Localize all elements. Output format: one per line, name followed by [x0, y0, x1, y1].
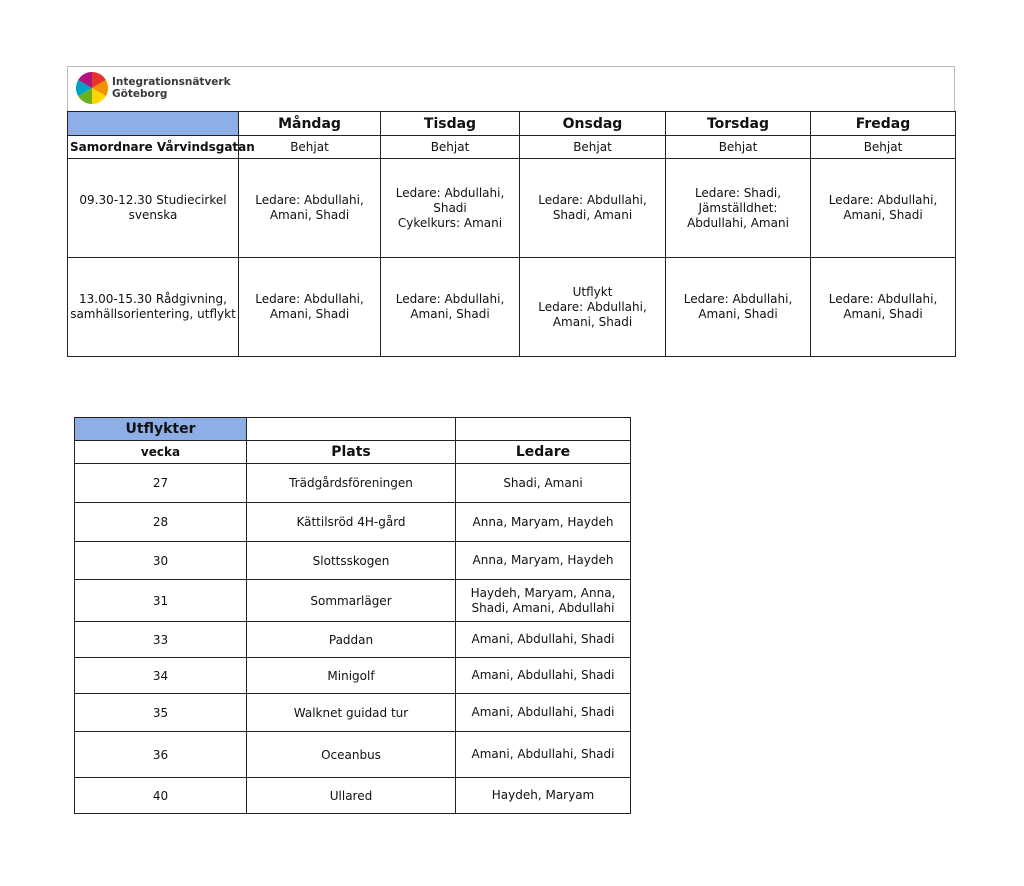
- text-line: Amani, Shadi: [410, 307, 490, 321]
- trip-leaders: [456, 778, 631, 814]
- empty-cell: [247, 418, 456, 441]
- trips-title: Utflykter: [75, 418, 247, 441]
- trip-place: Ullared: [247, 778, 456, 814]
- coordinator-row: [68, 136, 956, 159]
- schedule-header-row: [68, 112, 956, 136]
- study-circle-row: [68, 159, 956, 258]
- trip-leaders: [456, 580, 631, 622]
- schedule-cell: [811, 258, 956, 357]
- trip-place: Kättilsröd 4H-gård: [247, 503, 456, 542]
- text-line: Amani, Abdullahi, Shadi: [471, 705, 615, 719]
- text-line: Amani, Shadi: [269, 208, 350, 222]
- text-line: samhällsorientering, utflykt: [70, 307, 236, 321]
- row-label: [68, 159, 239, 258]
- trip-row: [75, 778, 631, 814]
- trip-week: 36: [75, 732, 247, 778]
- trip-row: [75, 464, 631, 503]
- text-line: Amani, Shadi: [843, 307, 923, 321]
- trip-week: 35: [75, 694, 247, 732]
- text-line: svenska: [128, 208, 178, 222]
- trip-row: [75, 694, 631, 732]
- text-line: Ledare: Abdullahi,: [395, 292, 505, 306]
- schedule-cell: [239, 159, 381, 258]
- trip-place: Sommarläger: [247, 580, 456, 622]
- trip-week: 34: [75, 658, 247, 694]
- text-line: Ledare: Abdullahi,: [255, 193, 364, 207]
- trip-week: 33: [75, 622, 247, 658]
- schedule-cell: Behjat: [811, 136, 956, 159]
- trip-place: Walknet guidad tur: [247, 694, 456, 732]
- trip-leaders: [456, 503, 631, 542]
- row-label: Samordnare Vårvindsgatan: [68, 136, 239, 159]
- place-column-header: Plats: [247, 441, 456, 464]
- logo-line1: Integrationsnätverk: [112, 76, 231, 88]
- text-line: Amani, Shadi: [843, 208, 923, 222]
- schedule-cell: [239, 258, 381, 357]
- text-line: Ledare: Abdullahi,: [255, 292, 364, 306]
- text-line: Amani, Shadi: [269, 307, 350, 321]
- trip-week: 28: [75, 503, 247, 542]
- trip-rows: [75, 464, 631, 814]
- schedule-cell: [520, 159, 666, 258]
- text-line: Anna, Maryam, Haydeh: [472, 553, 614, 567]
- text-line: Shadi: [433, 200, 467, 215]
- trip-week: 27: [75, 464, 247, 503]
- trip-row: [75, 542, 631, 580]
- schedule-cell: Behjat: [381, 136, 520, 159]
- trips-header-row: [75, 441, 631, 464]
- trip-week: 31: [75, 580, 247, 622]
- text-line: 13.00-15.30 Rådgivning,: [79, 292, 227, 306]
- text-line: Amani, Abdullahi, Shadi: [471, 632, 615, 646]
- trip-row: [75, 658, 631, 694]
- schedule-table: [67, 111, 956, 357]
- schedule-corner-cell: [68, 112, 239, 136]
- day-header: Onsdag: [520, 112, 666, 136]
- trip-leaders: [456, 464, 631, 503]
- text-line: Shadi, Amani: [552, 208, 633, 222]
- schedule-cell: [666, 159, 811, 258]
- schedule-cell: Behjat: [520, 136, 666, 159]
- trip-leaders: [456, 694, 631, 732]
- text-line: Ledare: Abdullahi,: [538, 299, 647, 314]
- trip-place: Trädgårdsföreningen: [247, 464, 456, 503]
- day-header: Torsdag: [666, 112, 811, 136]
- text-line: Anna, Maryam, Haydeh: [472, 514, 614, 529]
- logo-row: [67, 66, 955, 111]
- logo-line2: Göteborg: [112, 88, 168, 100]
- trip-leaders: [456, 732, 631, 778]
- schedule-cell: [381, 159, 520, 258]
- text-line: Cykelkurs: Amani: [397, 215, 503, 230]
- trip-place: Oceanbus: [247, 732, 456, 778]
- trip-place: Paddan: [247, 622, 456, 658]
- trip-row: [75, 732, 631, 778]
- text-line: Ledare: Shadi,: [694, 185, 782, 200]
- row-label: [68, 258, 239, 357]
- text-line: Jämställdhet:: [698, 200, 778, 215]
- week-column-header: vecka: [75, 441, 247, 464]
- trip-row: [75, 580, 631, 622]
- text-line: Ledare: Abdullahi,: [828, 292, 938, 306]
- trip-row: [75, 503, 631, 542]
- trip-week: 40: [75, 778, 247, 814]
- text-line: Amani, Abdullahi, Shadi: [471, 668, 615, 682]
- trip-week: 30: [75, 542, 247, 580]
- text-line: Shadi, Amani: [503, 475, 583, 490]
- text-line: 09.30-12.30 Studiecirkel: [79, 193, 227, 207]
- trips-table: [74, 417, 631, 814]
- text-line: Haydeh, Maryam: [491, 788, 595, 802]
- leader-column-header: Ledare: [456, 441, 631, 464]
- schedule-cell: [811, 159, 956, 258]
- text-line: Utflykt: [572, 284, 613, 299]
- text-line: Amani, Shadi: [552, 314, 633, 329]
- trips-title-row: [75, 418, 631, 441]
- schedule-cell: [666, 258, 811, 357]
- weekly-schedule: [67, 66, 955, 357]
- day-header: Tisdag: [381, 112, 520, 136]
- day-header: Fredag: [811, 112, 956, 136]
- logo-circle-icon: [76, 72, 108, 104]
- text-line: Abdullahi, Amani: [687, 215, 789, 230]
- schedule-cell: Behjat: [666, 136, 811, 159]
- trip-row: [75, 622, 631, 658]
- schedule-cell: Behjat: [239, 136, 381, 159]
- trip-leaders: [456, 658, 631, 694]
- text-line: Amani, Abdullahi, Shadi: [471, 747, 615, 761]
- trip-leaders: [456, 542, 631, 580]
- text-line: Ledare: Abdullahi,: [683, 292, 793, 306]
- empty-cell: [456, 418, 631, 441]
- logo-text: [112, 76, 231, 100]
- text-line: Ledare: Abdullahi,: [538, 193, 647, 207]
- text-line: Haydeh, Maryam, Anna,: [470, 585, 616, 600]
- counseling-row: [68, 258, 956, 357]
- text-line: Ledare: Abdullahi,: [828, 193, 938, 207]
- logo: [76, 72, 231, 104]
- day-header: Måndag: [239, 112, 381, 136]
- schedule-cell: [381, 258, 520, 357]
- text-line: Ledare: Abdullahi,: [395, 185, 505, 200]
- schedule-cell: [520, 258, 666, 357]
- text-line: Shadi, Amani, Abdullahi: [471, 600, 615, 615]
- trip-place: Slottsskogen: [247, 542, 456, 580]
- text-line: Amani, Shadi: [698, 307, 778, 321]
- trip-place: Minigolf: [247, 658, 456, 694]
- trip-leaders: [456, 622, 631, 658]
